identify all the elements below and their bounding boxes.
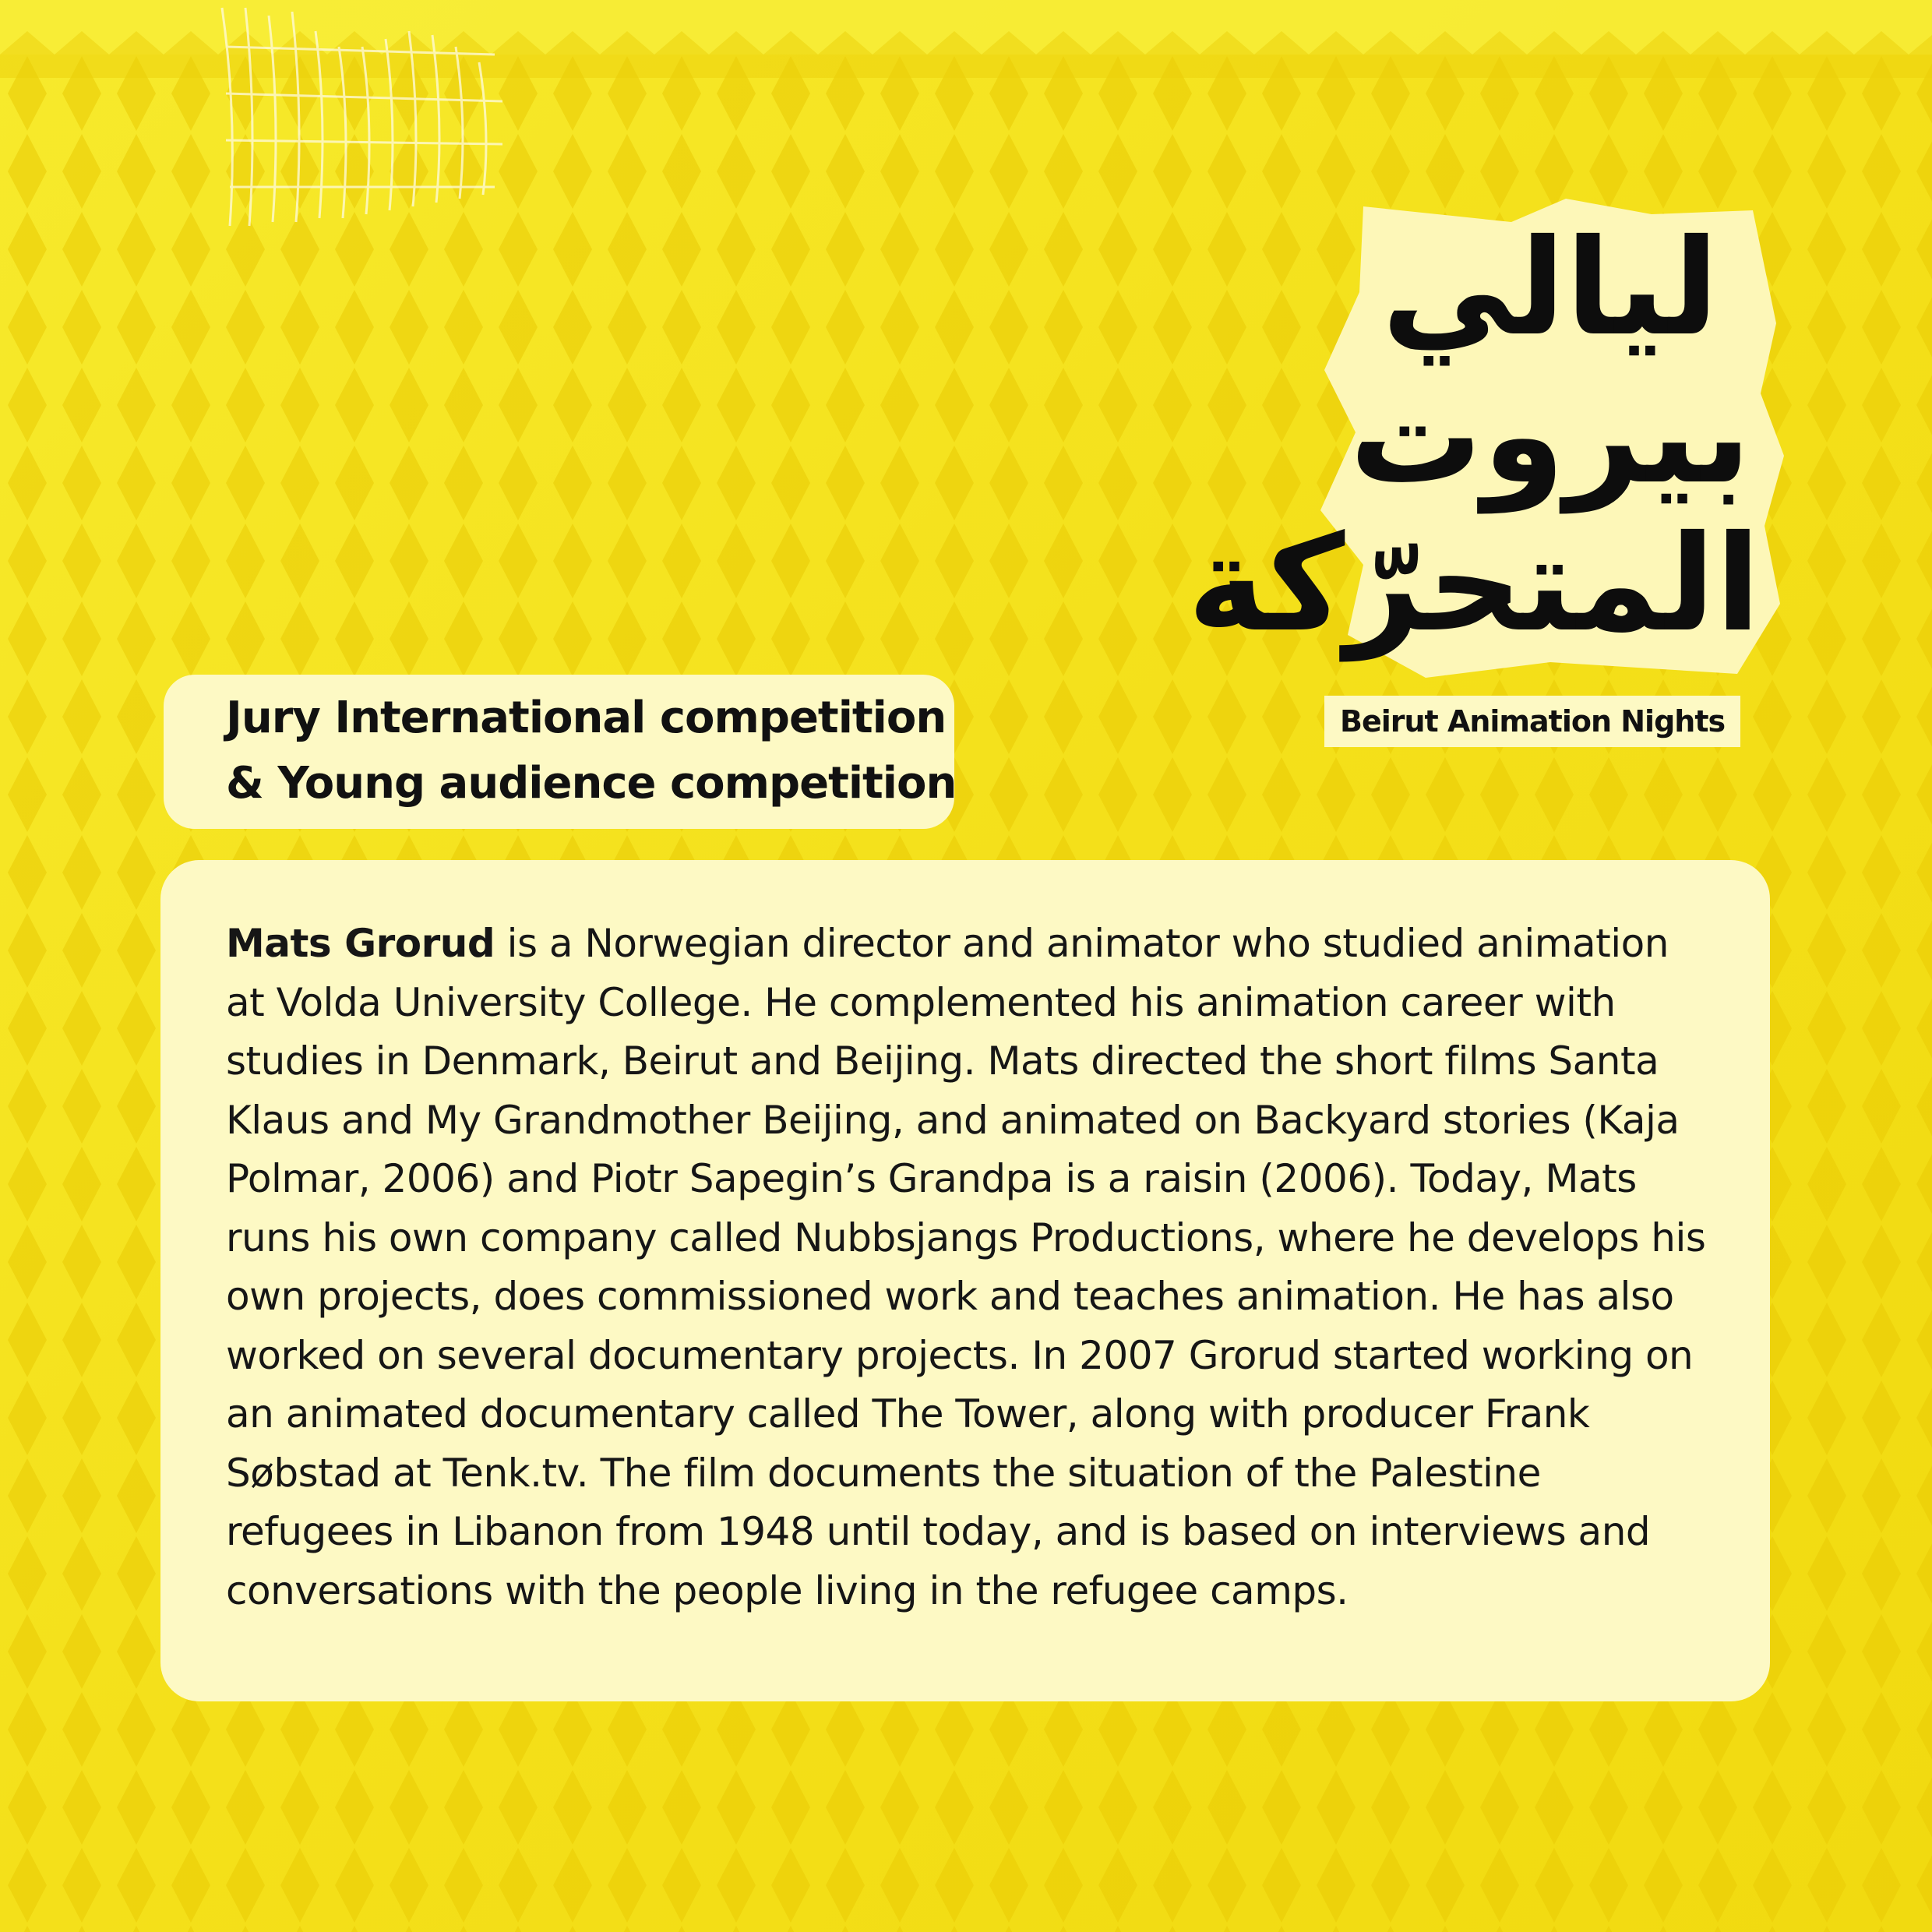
heading-panel [164,675,957,829]
heading-line-1: Jury International competition [226,693,947,743]
beirut-animation-nights-logo [1187,199,1784,682]
logo-arabic-title [1187,211,1761,661]
heading-line-2: & Young audience competition [226,758,957,809]
logo-arabic-line-2: بيروت [1349,359,1751,513]
bio-paragraph [226,915,1714,1620]
logo-arabic-line-3: المتحرّكة [1187,507,1761,661]
white-scribble-decoration [214,0,518,234]
bio-panel [160,860,1770,1701]
logo-tagline: Beirut Animation Nights [1324,696,1740,747]
logo-arabic-line-1: ليالي [1381,211,1719,365]
bio-name: Mats Grorud [226,921,495,966]
bio-body: is a Norwegian director and animator who studied animation at Volda University College. He complemented his animation career with studies in Denmark, Beirut and Beijing. Mats directed the short films Santa Klaus and My Grandmother Beijing, and animated on Backyard stories (Kaja Polmar, 2006) and Piotr Sapegin’s Grandpa is a raisin (2006). Today, Mats runs his own company called Nubbsjangs Productions, where he develops his own projects, does commissioned work and teaches animation. He has also worked on several documentary projects. In 2007 Grorud started working on an animated documentary called The Tower, along with producer Frank Søbstad at Tenk.tv. The film documents the situation of the Palestine refugees in Libanon from 1948 until today, and is based on interviews and conversations with the people living in the refugee camps. [226,921,1706,1613]
